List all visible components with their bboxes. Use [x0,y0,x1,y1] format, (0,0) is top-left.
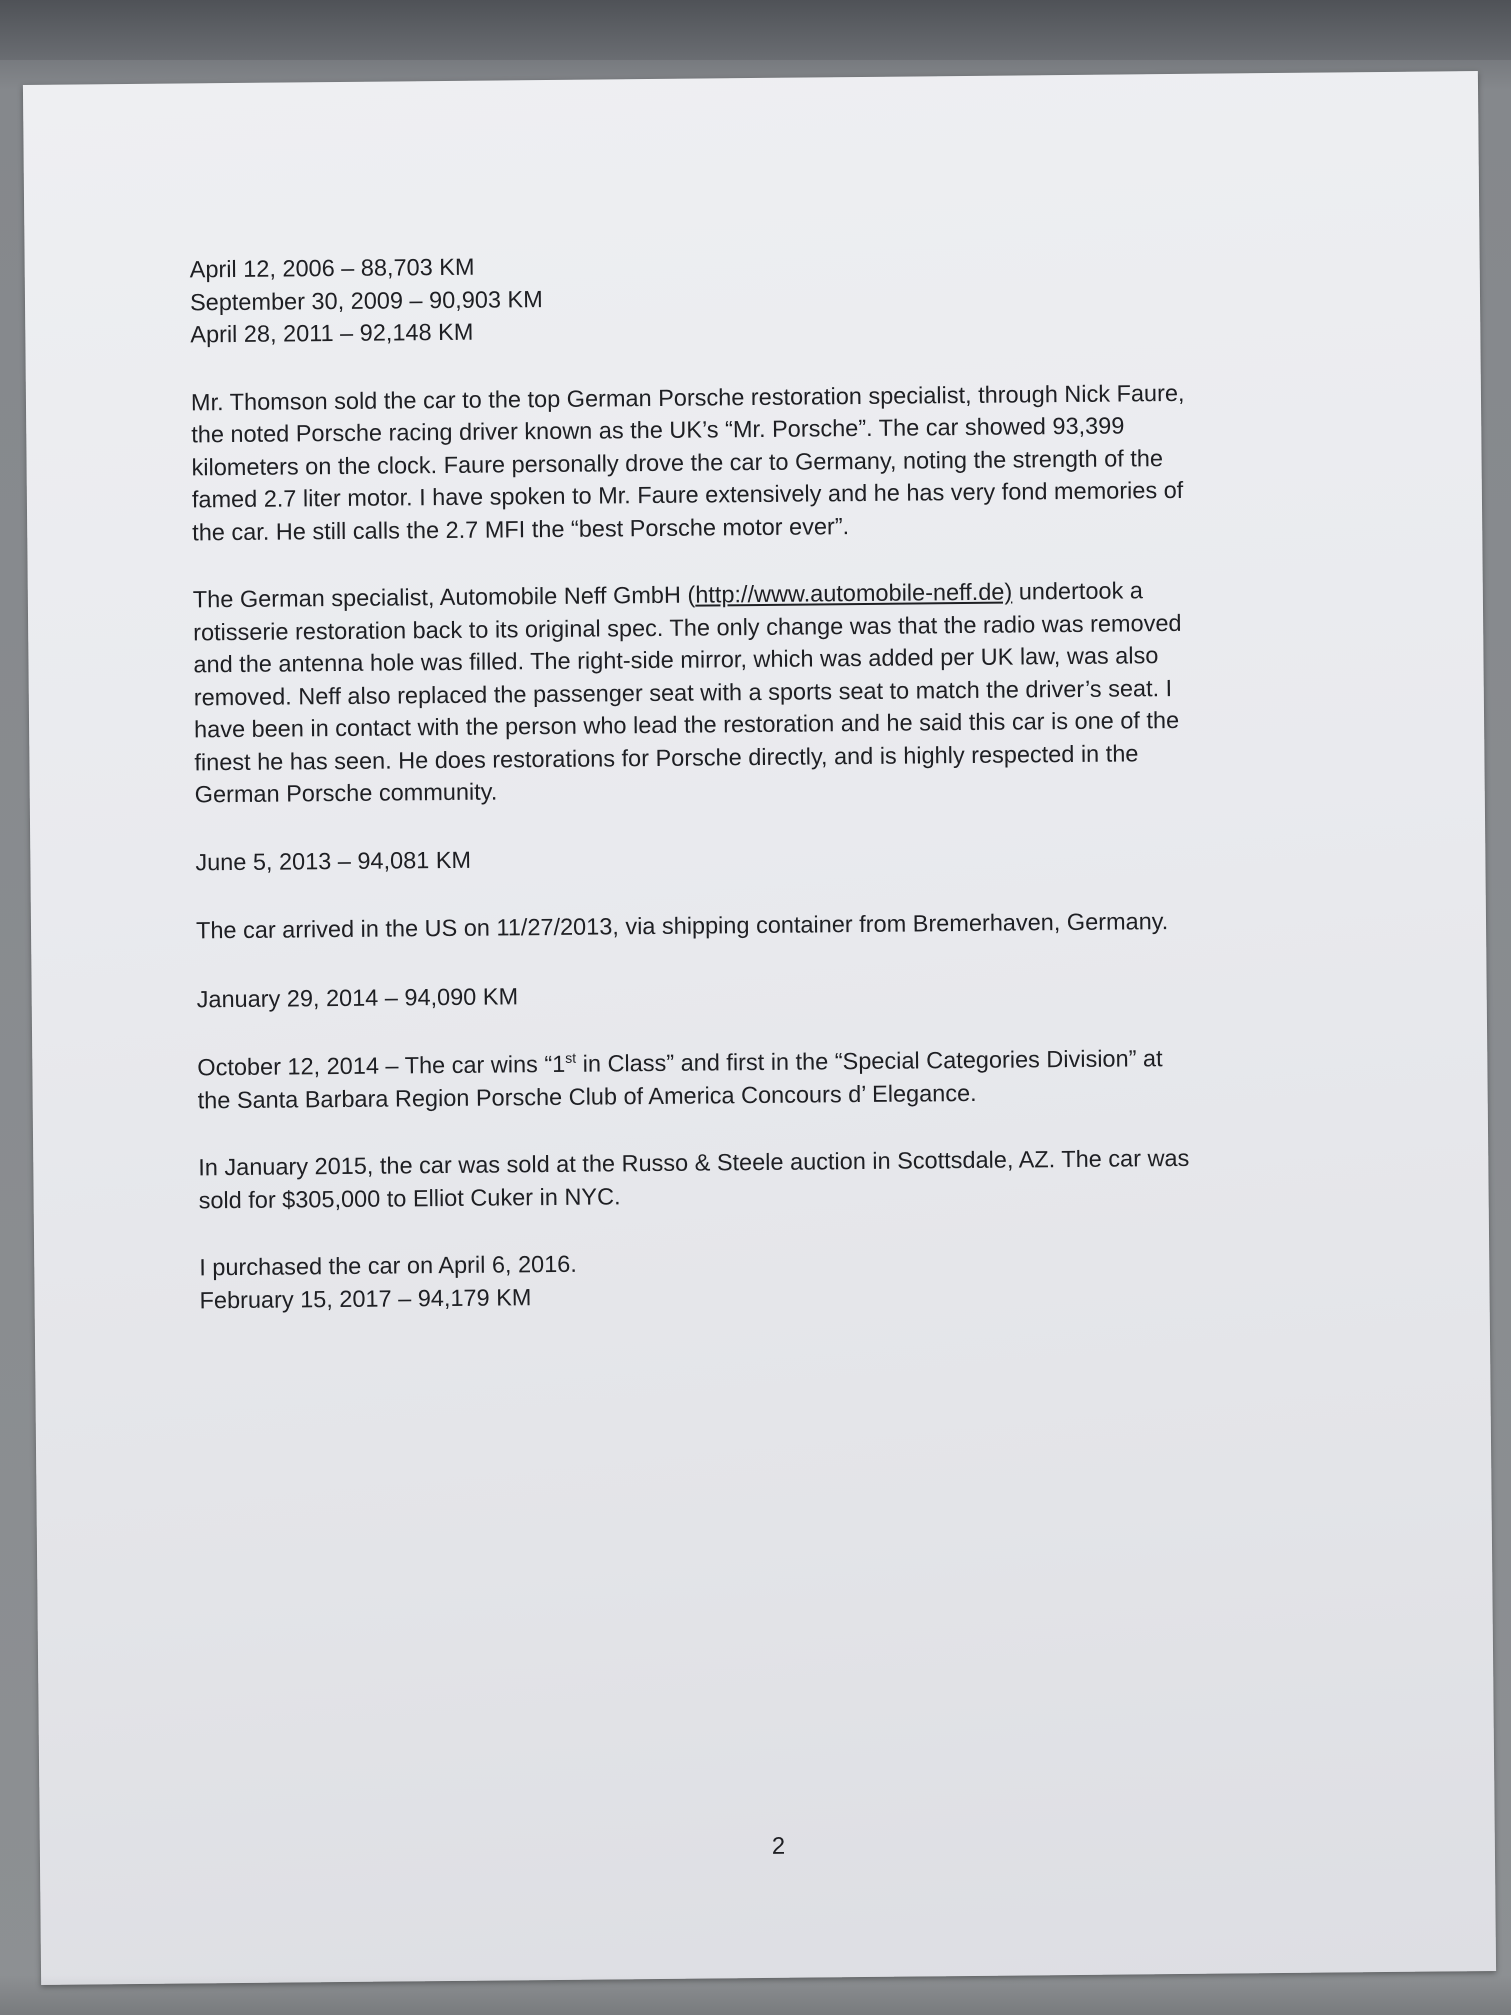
text-fragment: undertook a [1012,577,1144,605]
paragraph-thomson [191,375,1323,548]
text-line: rotisserie restoration back to its original spec. The only change was that the radio was removed [193,609,1182,645]
mileage-log-top [190,243,1321,351]
text-line: finest he has seen. He does restorations for Porsche directly, and is highly respected in the [194,739,1139,775]
desk-background [0,0,1511,60]
mileage-entry: September 30, 2009 – 90,903 KM [189,285,543,315]
text-line: removed. Neff also replaced the passenger seat with a sports seat to match the driver’s seat. I [193,674,1173,710]
text-fragment: in Class” and first in the “Special Categories Division” at [576,1045,1163,1077]
entry-june-2013 [195,835,1325,878]
text-line: famed 2.7 liter motor. I have spoken to Mr. Faure extensively and he has very fond memories of [191,476,1184,513]
text-fragment: The German specialist, Automobile Neff GmbH ( [192,581,696,613]
text-line: German Porsche community. [194,778,498,808]
entry-purchase [199,1241,1330,1317]
entry-october-2014 [197,1041,1328,1117]
text-fragment: October 12, 2014 – The car wins “1 [197,1050,566,1081]
page-number: 2 [771,1832,786,1860]
mileage-entry: June 5, 2013 – 94,081 KM [195,846,472,875]
entry-auction [198,1141,1329,1217]
paper-sheet [23,71,1496,1985]
mileage-entry: April 12, 2006 – 88,703 KM [189,253,475,283]
entry-arrival [196,904,1326,947]
mileage-entry: April 28, 2011 – 92,148 KM [190,318,474,348]
ordinal-superscript: st [565,1049,577,1066]
mileage-entry: January 29, 2014 – 94,090 KM [196,982,519,1012]
text-line: Mr. Thomson sold the car to the top German Porsche restoration specialist, through Nick Faure, [190,379,1185,415]
text-line: I purchased the car on April 6, 2016. [199,1250,577,1281]
neff-website-link[interactable]: http://www.automobile-neff.de) [695,578,1013,608]
mileage-entry: February 15, 2017 – 94,179 KM [199,1283,532,1313]
text-line: kilometers on the clock. Faure personally drove the car to Germany, noting the strength of the [191,444,1164,480]
text-line: the car. He still calls the 2.7 MFI the “best Porsche motor ever”. [192,512,850,545]
text-line: and the antenna hole was filled. The right-side mirror, which was added per UK law, was also [193,642,1159,678]
document-body [190,243,1330,1352]
text-line: have been in contact with the person who lead the restoration and he said this car is one of the [193,706,1180,743]
bottom-shadow [0,1975,1511,2015]
paragraph-neff [193,573,1325,811]
text-line: the Santa Barbara Region Porsche Club of America Concours d’ Elegance. [197,1079,977,1113]
text-line: sold for $305,000 to Elliot Cuker in NYC. [198,1182,621,1213]
text-line: In January 2015, the car was sold at the Russo & Steele auction in Scottsdale, AZ. The car was [198,1144,1190,1181]
text-line: The car arrived in the US on 11/27/2013, via shipping container from Bremerhaven, Germany. [195,908,1169,944]
entry-january-2014 [197,972,1327,1015]
text-line: the noted Porsche racing driver known as the UK’s “Mr. Porsche”. The car showed 93,399 [191,412,1125,448]
